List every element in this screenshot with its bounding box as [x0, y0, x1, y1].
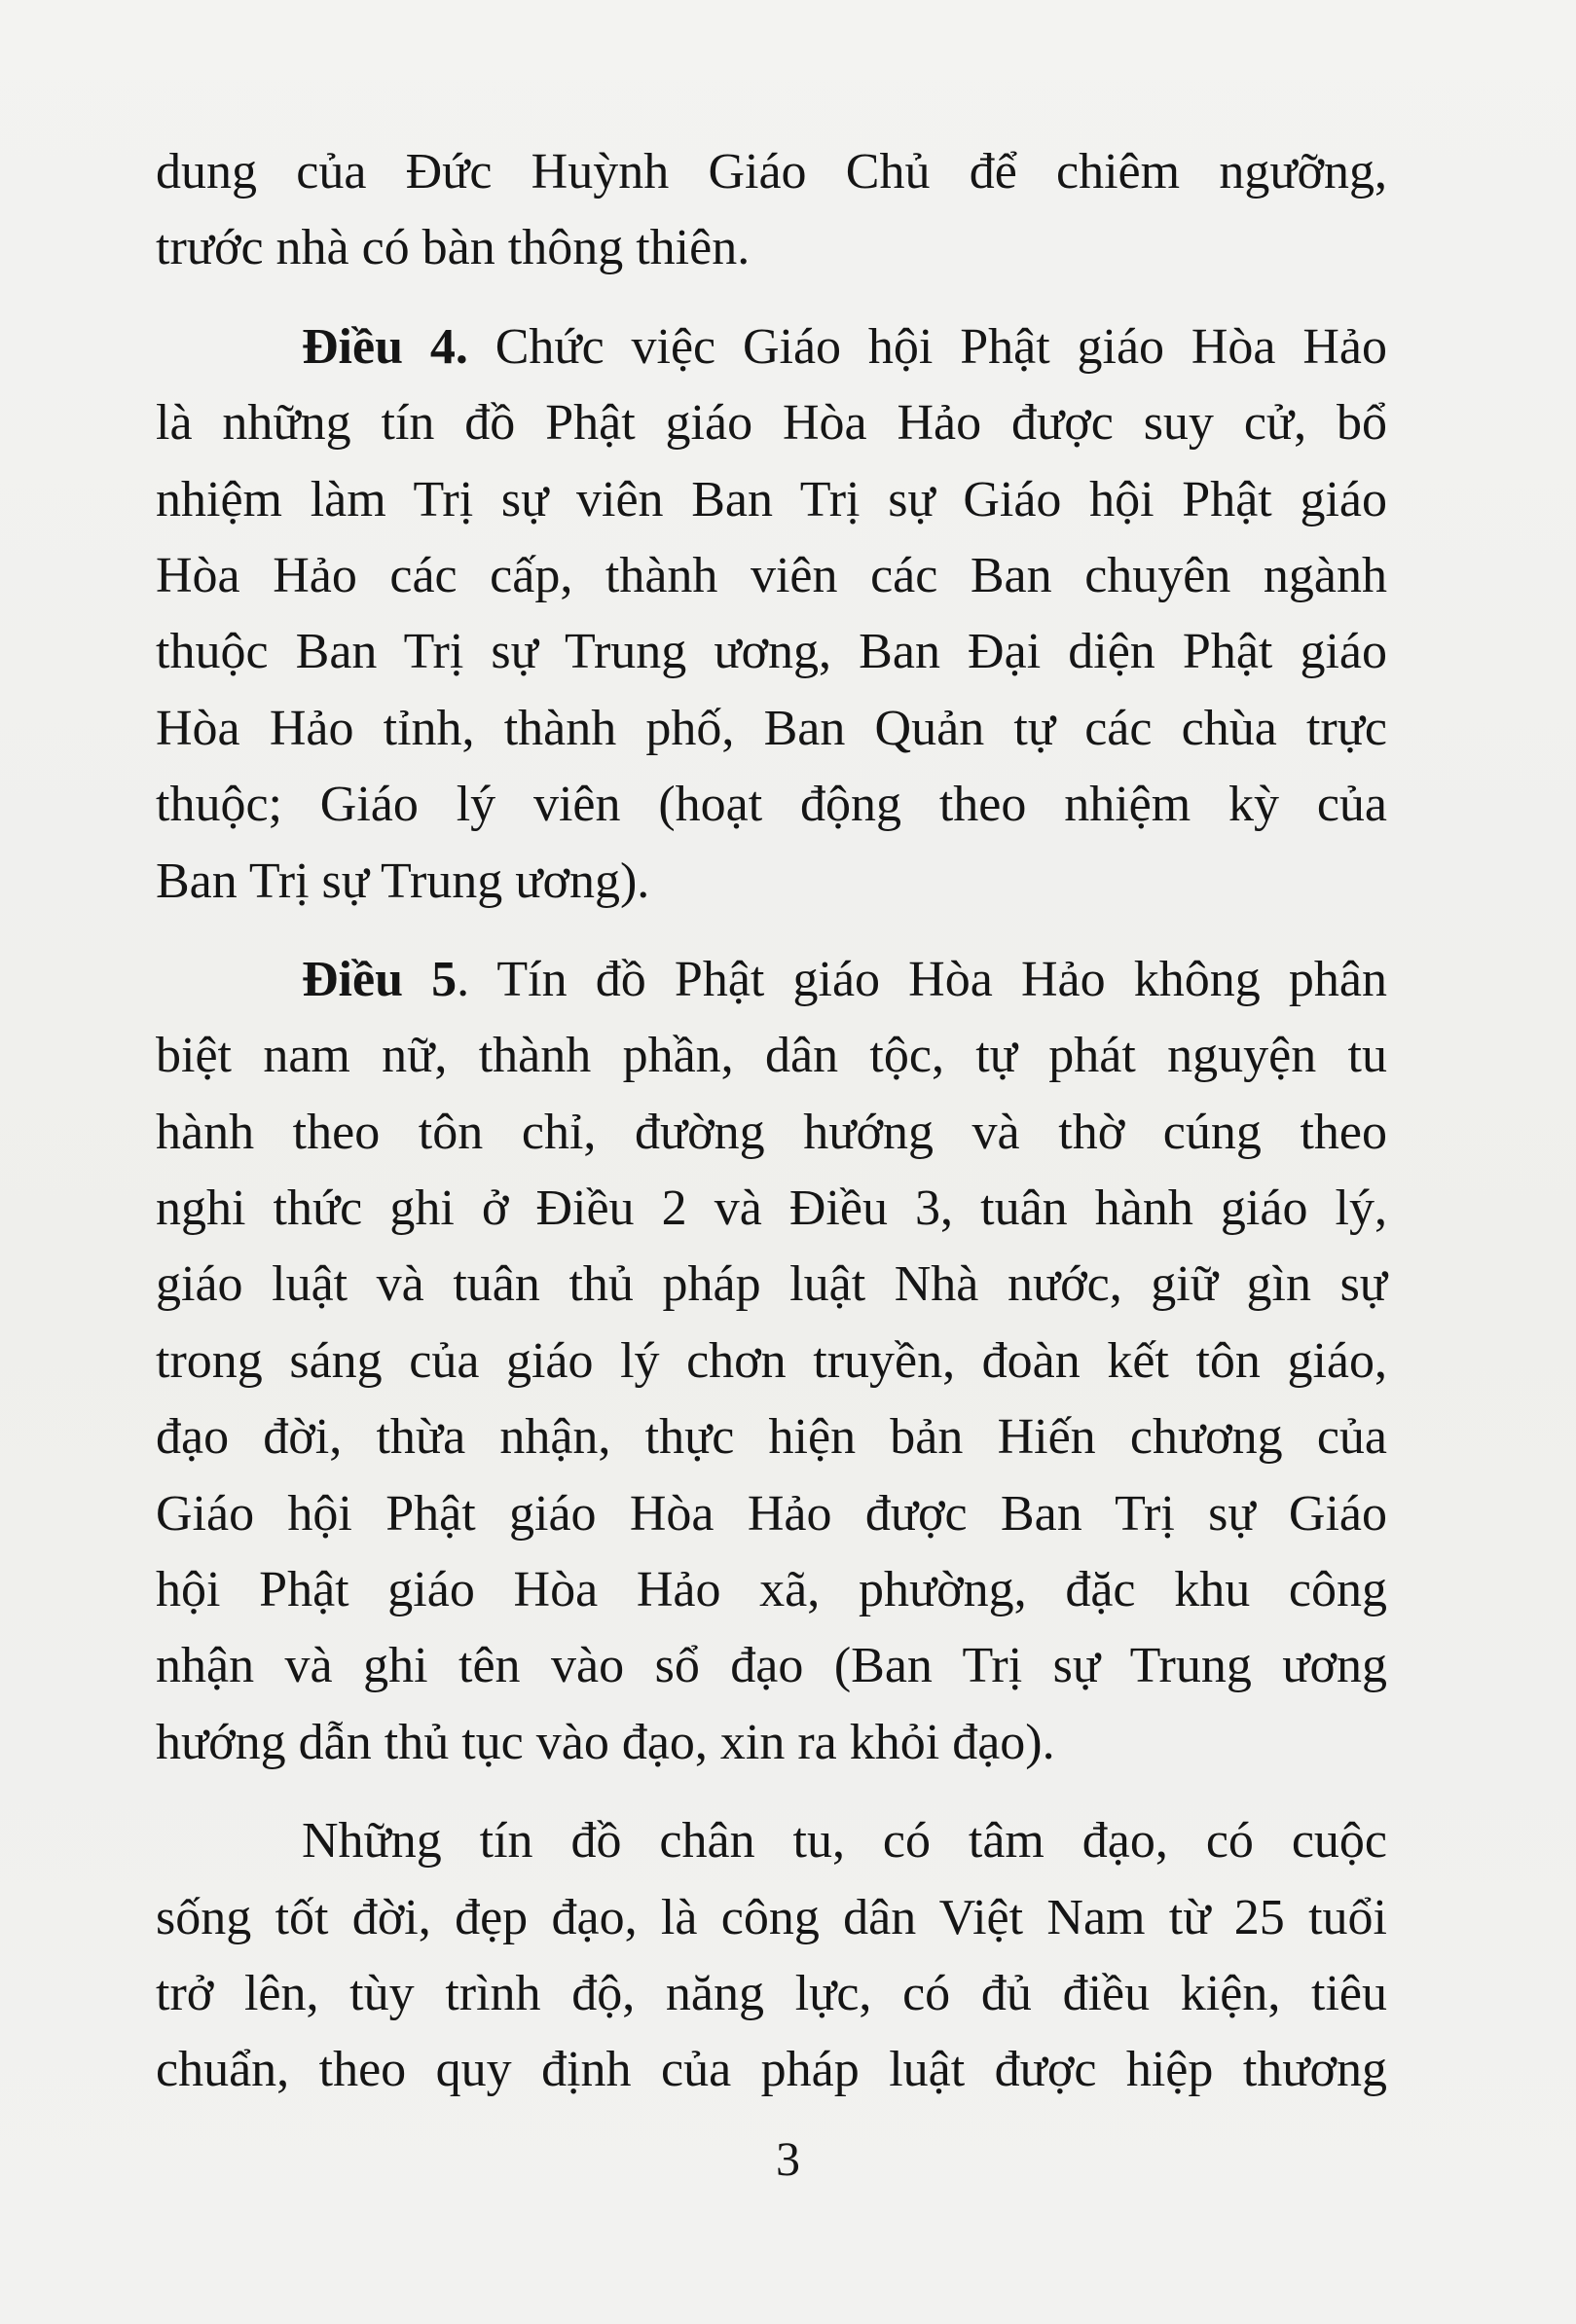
text-line: trong sáng của giáo lý chơn truyền, đoàn kết tôn giáo, — [156, 1332, 1387, 1389]
text-line: đạo đời, thừa nhận, thực hiện bản Hiến chương của — [156, 1409, 1387, 1466]
text-line: thuộc Ban Trị sự Trung ương, Ban Đại diện Phật giáo — [156, 624, 1387, 680]
text-line: hướng dẫn thủ tục vào đạo, xin ra khỏi đạo). — [156, 1714, 1055, 1770]
text-line: dung của Đức Huỳnh Giáo Chủ để chiêm ngưỡng, — [156, 144, 1387, 200]
text-line: Hòa Hảo tỉnh, thành phố, Ban Quản tự các chùa trực — [156, 700, 1387, 756]
text-fragment: . Tín đồ Phật giáo Hòa Hảo không phân — [457, 951, 1387, 1007]
text-line: thuộc; Giáo lý viên (hoạt động theo nhiệm kỳ của — [156, 777, 1387, 833]
text-line: hội Phật giáo Hòa Hảo xã, phường, đặc khu công — [156, 1562, 1387, 1618]
text-line: trở lên, tùy trình độ, năng lực, có đủ điều kiện, tiêu — [156, 1965, 1387, 2021]
text-line: nhiệm làm Trị sự viên Ban Trị sự Giáo hội Phật giáo — [156, 471, 1387, 527]
text-line: nghi thức ghi ở Điều 2 và Điều 3, tuân hành giáo lý, — [156, 1180, 1387, 1237]
article-5-heading: Điều 5 — [302, 951, 458, 1007]
text-line: chuẩn, theo quy định của pháp luật được hiệp thương — [156, 2042, 1387, 2098]
text-line: Những tín đồ chân tu, có tâm đạo, có cuộc — [302, 1813, 1387, 1870]
page-number: 3 — [776, 2131, 800, 2186]
text-fragment: Chức việc Giáo hội Phật giáo Hòa Hảo — [467, 318, 1388, 375]
article-5-first-line — [156, 942, 1387, 1018]
text-line: Giáo hội Phật giáo Hòa Hảo được Ban Trị sự Giáo — [156, 1485, 1387, 1542]
text-line: nhận và ghi tên vào sổ đạo (Ban Trị sự Trung ương — [156, 1638, 1387, 1694]
text-line: trước nhà có bàn thông thiên. — [156, 220, 751, 276]
page-body-text — [156, 134, 1387, 2109]
text-line: là những tín đồ Phật giáo Hòa Hảo được suy cử, bổ — [156, 395, 1387, 452]
text-line: Hòa Hảo các cấp, thành viên các Ban chuyên ngành — [156, 547, 1387, 603]
text-line: sống tốt đời, đẹp đạo, là công dân Việt Nam từ 25 tuổi — [156, 1889, 1387, 1945]
article-4-first-line — [156, 309, 1387, 385]
article-4-heading: Điều 4. — [302, 318, 468, 375]
text-line: hành theo tôn chỉ, đường hướng và thờ cúng theo — [156, 1104, 1387, 1160]
text-line: biệt nam nữ, thành phần, dân tộc, tự phát nguyện tu — [156, 1028, 1387, 1084]
text-line: giáo luật và tuân thủ pháp luật Nhà nước, giữ gìn sự — [156, 1256, 1387, 1313]
text-line: Ban Trị sự Trung ương). — [156, 853, 650, 909]
